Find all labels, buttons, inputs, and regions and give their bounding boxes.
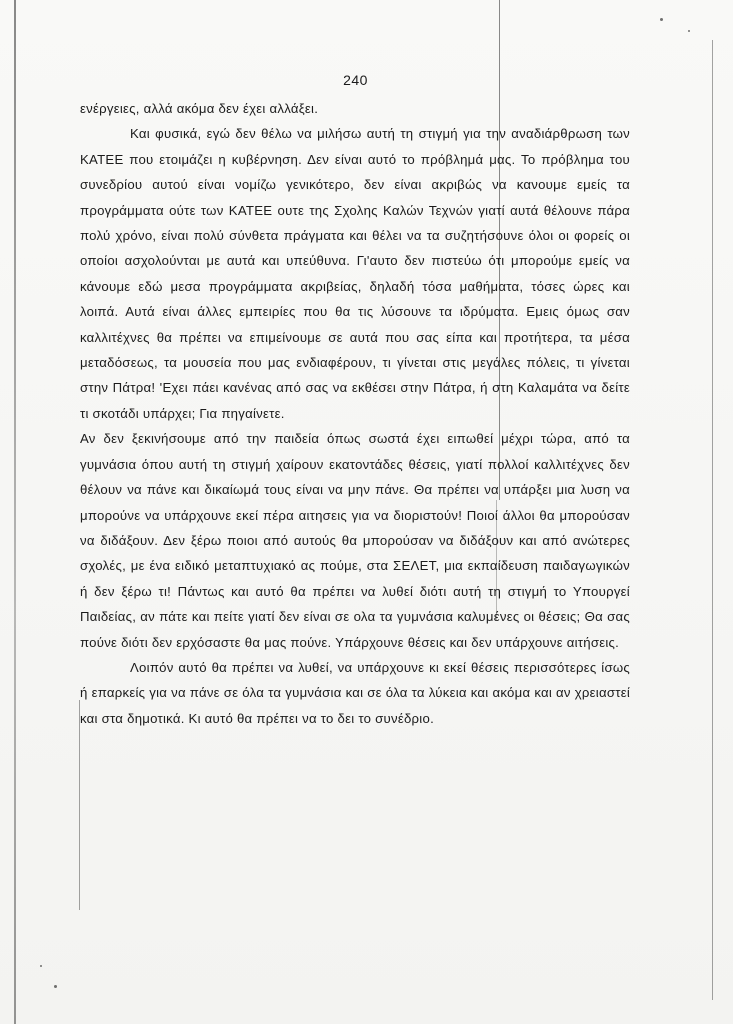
- scan-right-edge: [712, 40, 713, 1000]
- paragraph-1: ενέργειες, αλλά ακόμα δεν έχει αλλάξει.: [80, 101, 319, 116]
- scan-speck: [660, 18, 663, 21]
- page-number-text: 240: [343, 72, 368, 88]
- page-number: [0, 72, 733, 88]
- body-text: [80, 96, 630, 731]
- paragraph-2: Και φυσικά, εγώ δεν θέλω να μιλήσω αυτή τη στιγμή για την αναδιάρθρωση των ΚΑΤΕΕ που ετοιμάζει η κυβέρνηση. Δεν είναι αυτό το πρόβλημά μας. Το πρόβλημα του συνεδρίου αυτού είναι νομίζω γενικότερο, δεν είναι ακριβώς να κανουμε εμείς τα προγράμματα ούτε των ΚΑΤΕΕ ουτε της Σχολης Καλών Τεχνών γιατί αυτά θέλουνε πάρα πολύ χρόνο, είναι πολύ σύνθετα πράγματα και θέλει να τα συζητήσουνε όλοι οι φορείς οι οποίοι ασχολούνται με αυτά και υπεύθυνα. Γι'αυτο δεν πιστεύω ότι μπορούμε εμείς να κάνουμε εδώ μεσα προγράμματα ακριβείας, δηλαδή τόσα μαθήματα, τόσες ώρες και λοιπά. Αυτά είναι άλλες εμπειρίες που θα τις λύσουνε τα ιδρύματα. Εμεις όμως σαν καλλιτέχνες θα πρέπει να επιμείνουμε σε αυτά που σας είπα και προτήτερα, τα μέσα μεταδόσεως, τα μουσεία που μας ενδιαφέρουν, τι γίνεται στις μεγάλες πόλεις, τι γίνεται στην Πάτρα! 'Εχει πάει κανένας από σας να εκθέσει στην Πάτρα, ή στη Καλαμάτα να δείτε τι σκοτάδι υπάρχει; Για πηγαίνετε.: [80, 126, 630, 421]
- paragraph-3: Αν δεν ξεκινήσουμε από την παιδεία όπως σωστά έχει ειπωθεί μέχρι τώρα, από τα γυμνάσια όπου αυτή τη στιγμή χαίρουν εκατοντάδες θέσεις, γιατί πολλοί καλλιτέχνες δεν θέλουν να πάνε και δικαίωμά τους είναι να μην πάνε. Θα πρέπει να υπάρξει μια λυση να μπορούνε να υπάρχουνε εκεί πέρα αιτησεις για να διοριστούν! Ποιοί άλλοι θα μπορούσαν να διδάξουν. Δεν ξέρω ποιοι από αυτούς θα μπορούσαν να διδάξουν και από ανώτερες σχολές, με ένα ειδικό μεταπτυχιακό ας πούμε, στα ΣΕΛΕΤ, μια εκπαίδευση παιδαγωγικών ή δεν ξέρω τι! Πάντως και αυτό θα πρέπει να λυθεί διότι αυτή τη στιγμή το Υπουργεί Παιδείας, αν πάτε και πείτε γιατί δεν είναι σε ολα τα γυμνάσια καλυμένες οι θέσεις; Θα σας πούνε διότι δεν ερχόσαστε θα μας πούνε. Υπάρχουνε θέσεις και δεν υπάρχουνε αιτήσεις.: [80, 431, 630, 650]
- scan-speck: [688, 30, 690, 32]
- scan-speck: [40, 965, 42, 967]
- scan-left-edge: [14, 0, 16, 1024]
- paragraph-4: Λοιπόν αυτό θα πρέπει να λυθεί, να υπάρχουνε κι εκεί θέσεις περισσότερες ίσως ή επαρκείς για να πάνε σε όλα τα γυμνάσια και σε όλα τα λύκεια και ακόμα και αν χρειαστεί και στα δημοτικά. Κι αυτό θα πρέπει να το δει το συνέδριο.: [80, 659, 630, 726]
- margin-mark: [79, 700, 80, 910]
- scan-speck: [54, 985, 57, 988]
